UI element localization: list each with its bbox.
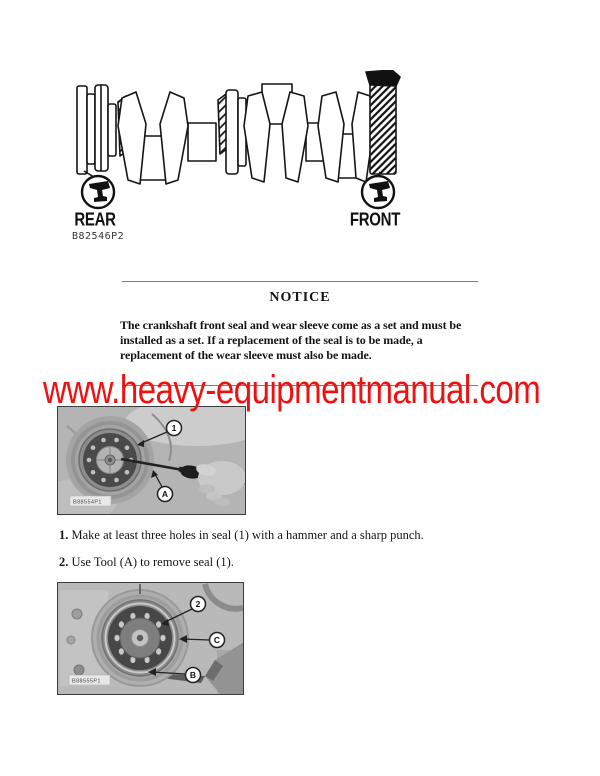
notice-body-line: The crankshaft front seal and wear sleeve come as a set and must be — [120, 318, 462, 332]
svg-text:2: 2 — [195, 599, 201, 609]
figure-part-number: B82546P2 — [72, 231, 125, 242]
notice-top-divider — [122, 281, 478, 282]
svg-text:B88555P1: B88555P1 — [72, 678, 101, 685]
crankshaft-drawing — [77, 70, 400, 184]
svg-text:C: C — [213, 635, 221, 645]
step-number: 1. — [59, 528, 69, 542]
notice-body — [120, 318, 488, 363]
notice-title: NOTICE — [269, 290, 331, 305]
photo-credit-label — [70, 496, 111, 506]
notice-body-line: installed as a set. If a replacement of the seal is to be made, a — [120, 333, 423, 347]
watermark-text: www.heavy-equipmentmanual.com — [43, 366, 541, 412]
step-text: Make at least three holes in seal (1) with a hammer and a sharp punch. — [71, 528, 424, 542]
svg-text:A: A — [161, 489, 169, 499]
step-item — [59, 555, 234, 570]
rear-marker-icon — [82, 176, 114, 208]
front-marker-icon — [362, 176, 394, 208]
svg-text:B: B — [189, 670, 197, 680]
front-label: FRONT — [349, 209, 401, 231]
photo-seal-tool — [57, 582, 244, 695]
step-number: 2. — [59, 555, 69, 569]
svg-text:1: 1 — [171, 423, 177, 433]
svg-text:B88554P1: B88554P1 — [73, 499, 102, 506]
step-item — [59, 528, 424, 543]
step-text: Use Tool (A) to remove seal (1). — [71, 555, 234, 569]
rear-label: REAR — [74, 209, 116, 231]
photo-seal-punch — [57, 406, 246, 515]
notice-body-line: replacement of the wear sleeve must also be made. — [120, 348, 372, 362]
photo-credit-label — [69, 675, 110, 685]
